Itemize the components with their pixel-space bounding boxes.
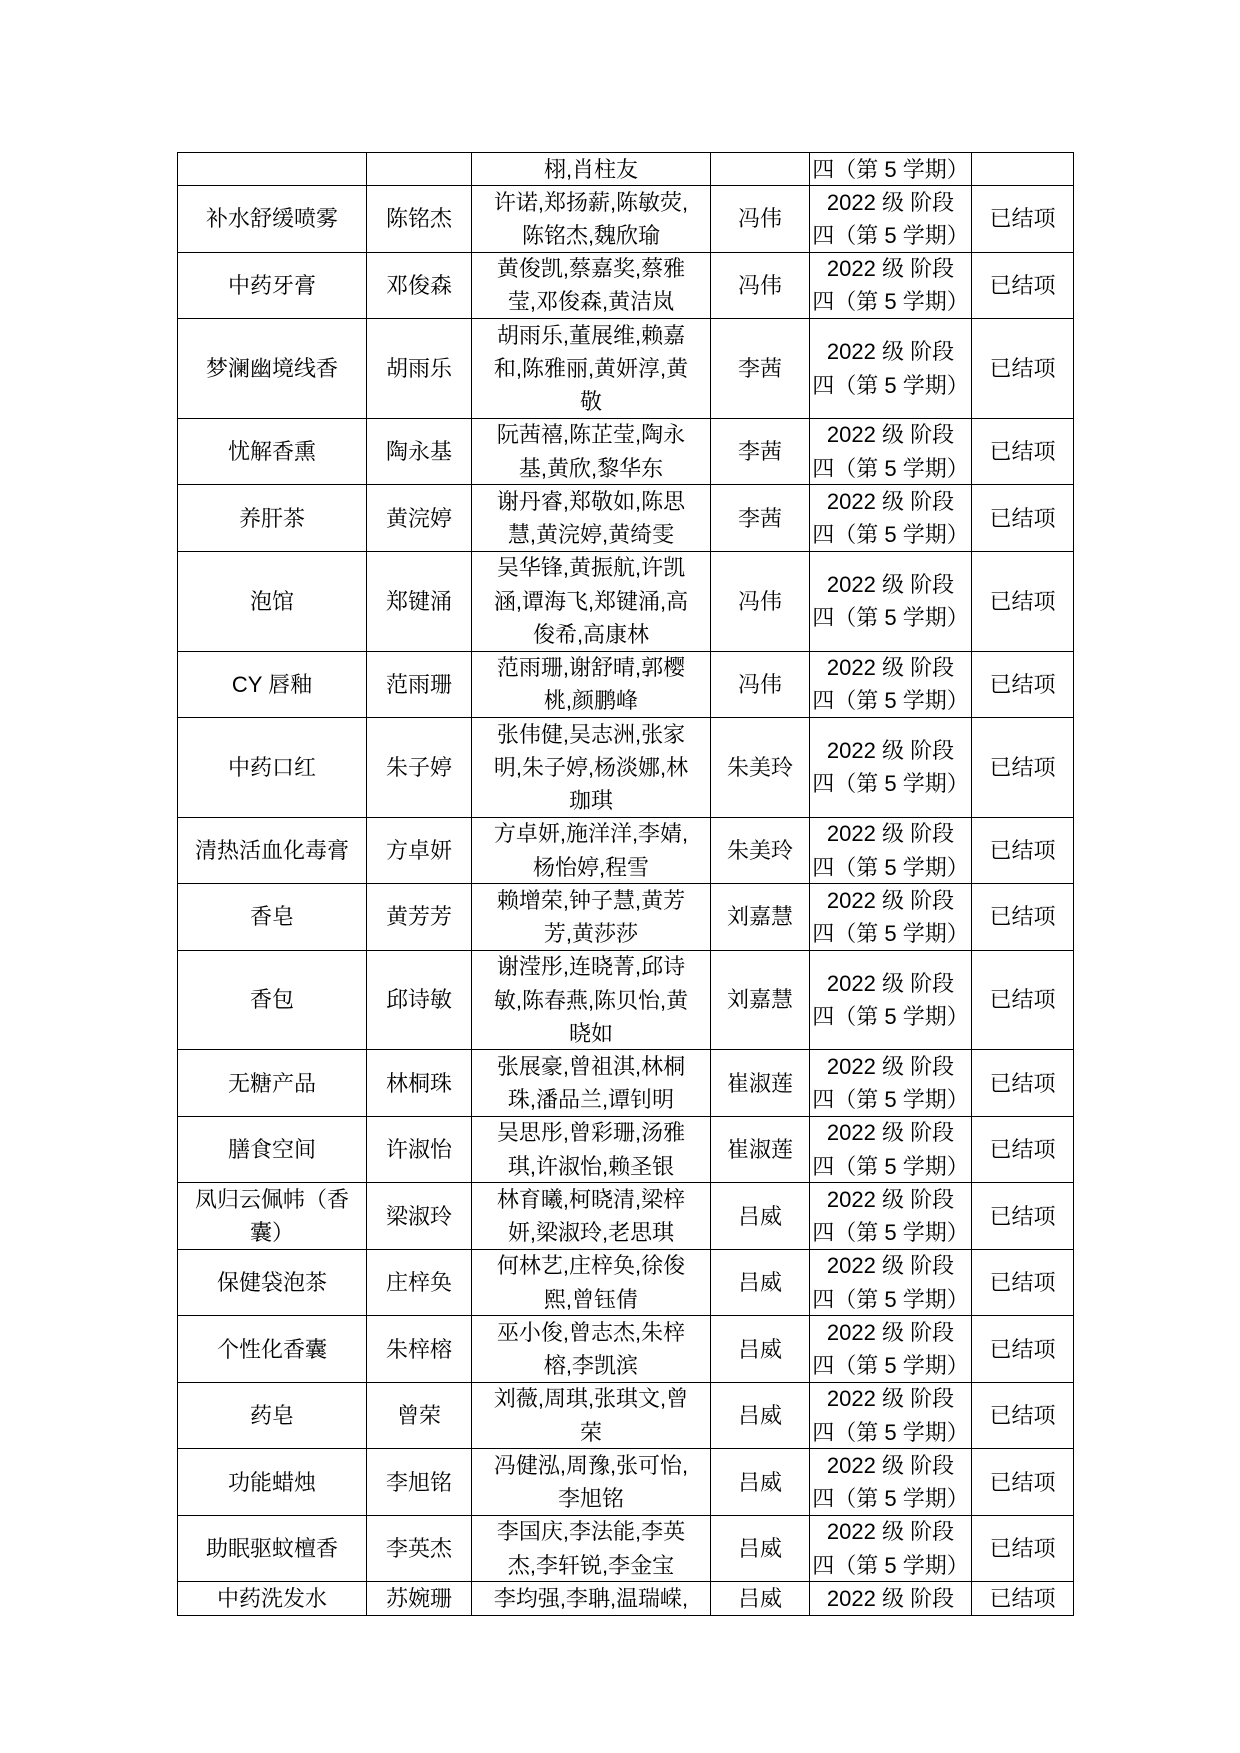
table-row xyxy=(178,652,1074,719)
members-cell: 谢丹睿,郑敬如,陈思 慧,黄浣婷,黄绮雯 xyxy=(472,485,711,552)
status-cell: 已结项 xyxy=(972,1516,1074,1583)
project-table xyxy=(177,152,1074,1616)
leader-cell: 梁淑玲 xyxy=(367,1183,472,1250)
stage-cell: 2022 级 阶段 四（第 5 学期） xyxy=(810,253,972,320)
leader-cell: 李旭铭 xyxy=(367,1449,472,1516)
status-cell: 已结项 xyxy=(972,186,1074,253)
table-row xyxy=(178,153,1074,186)
advisor-cell: 吕威 xyxy=(711,1316,810,1383)
stage-cell: 2022 级 阶段 四（第 5 学期） xyxy=(810,419,972,486)
leader-cell: 林桐珠 xyxy=(367,1050,472,1117)
advisor-cell: 朱美玲 xyxy=(711,818,810,885)
members-cell: 刘薇,周琪,张琪文,曾 荣 xyxy=(472,1383,711,1450)
project-name-cell: 中药洗发水 xyxy=(178,1582,367,1615)
table-row xyxy=(178,1316,1074,1383)
leader-cell xyxy=(367,153,472,186)
status-cell: 已结项 xyxy=(972,253,1074,320)
stage-cell: 2022 级 阶段 四（第 5 学期） xyxy=(810,818,972,885)
members-cell: 阮茜禧,陈芷莹,陶永 基,黄欣,黎华东 xyxy=(472,419,711,486)
advisor-cell: 刘嘉慧 xyxy=(711,884,810,951)
stage-cell: 2022 级 阶段 四（第 5 学期） xyxy=(810,1250,972,1317)
project-name-cell: 中药口红 xyxy=(178,718,367,818)
leader-cell: 许淑怡 xyxy=(367,1117,472,1184)
status-cell: 已结项 xyxy=(972,1383,1074,1450)
advisor-cell: 李茜 xyxy=(711,485,810,552)
leader-cell: 朱子婷 xyxy=(367,718,472,818)
table-row xyxy=(178,485,1074,552)
status-cell: 已结项 xyxy=(972,419,1074,486)
project-name-cell: 香皂 xyxy=(178,884,367,951)
members-cell: 李均强,李聃,温瑞嵘, xyxy=(472,1582,711,1615)
advisor-cell: 冯伟 xyxy=(711,253,810,320)
advisor-cell: 冯伟 xyxy=(711,552,810,652)
project-name-cell: 助眠驱蚊檀香 xyxy=(178,1516,367,1583)
status-cell: 已结项 xyxy=(972,1582,1074,1615)
members-cell: 谢滢彤,连晓菁,邱诗 敏,陈春燕,陈贝怡,黄 晓如 xyxy=(472,951,711,1051)
stage-cell: 2022 级 阶段 四（第 5 学期） xyxy=(810,884,972,951)
stage-cell: 2022 级 阶段 四（第 5 学期） xyxy=(810,552,972,652)
leader-cell: 胡雨乐 xyxy=(367,319,472,419)
status-cell: 已结项 xyxy=(972,818,1074,885)
leader-cell: 曾荣 xyxy=(367,1383,472,1450)
status-cell: 已结项 xyxy=(972,718,1074,818)
leader-cell: 邓俊森 xyxy=(367,253,472,320)
status-cell: 已结项 xyxy=(972,884,1074,951)
stage-cell: 2022 级 阶段 四（第 5 学期） xyxy=(810,1449,972,1516)
leader-cell: 黄芳芳 xyxy=(367,884,472,951)
table-row xyxy=(178,884,1074,951)
leader-cell: 郑键涌 xyxy=(367,552,472,652)
status-cell: 已结项 xyxy=(972,1050,1074,1117)
stage-cell: 2022 级 阶段 四（第 5 学期） xyxy=(810,1516,972,1583)
advisor-cell: 冯伟 xyxy=(711,652,810,719)
members-cell: 吴思彤,曾彩珊,汤雅 琪,许淑怡,赖圣银 xyxy=(472,1117,711,1184)
status-cell: 已结项 xyxy=(972,552,1074,652)
members-cell: 张展豪,曾祖淇,林桐 珠,潘品兰,谭钊明 xyxy=(472,1050,711,1117)
project-name-cell: 个性化香囊 xyxy=(178,1316,367,1383)
project-name-cell: 凤归云佩帏（香 囊） xyxy=(178,1183,367,1250)
leader-cell: 陈铭杰 xyxy=(367,186,472,253)
project-name-cell: 香包 xyxy=(178,951,367,1051)
leader-cell: 李英杰 xyxy=(367,1516,472,1583)
advisor-cell: 朱美玲 xyxy=(711,718,810,818)
table-row xyxy=(178,1383,1074,1450)
status-cell xyxy=(972,153,1074,186)
members-cell: 方卓妍,施洋洋,李婧, 杨怡婷,程雪 xyxy=(472,818,711,885)
table-row xyxy=(178,319,1074,419)
members-cell: 栩,肖柱友 xyxy=(472,153,711,186)
leader-cell: 庄梓奂 xyxy=(367,1250,472,1317)
advisor-cell: 李茜 xyxy=(711,419,810,486)
members-cell: 张伟健,吴志洲,张家 明,朱子婷,杨淡娜,林 珈琪 xyxy=(472,718,711,818)
leader-cell: 范雨珊 xyxy=(367,652,472,719)
stage-cell: 2022 级 阶段 四（第 5 学期） xyxy=(810,485,972,552)
table-row xyxy=(178,419,1074,486)
table-row xyxy=(178,1516,1074,1583)
advisor-cell: 李茜 xyxy=(711,319,810,419)
status-cell: 已结项 xyxy=(972,485,1074,552)
members-cell: 胡雨乐,董展维,赖嘉 和,陈雅丽,黄妍淳,黄 敬 xyxy=(472,319,711,419)
stage-cell: 2022 级 阶段 四（第 5 学期） xyxy=(810,652,972,719)
status-cell: 已结项 xyxy=(972,1117,1074,1184)
project-name-cell: 养肝茶 xyxy=(178,485,367,552)
members-cell: 何林艺,庄梓奂,徐俊 熙,曾钰倩 xyxy=(472,1250,711,1317)
advisor-cell: 崔淑莲 xyxy=(711,1117,810,1184)
advisor-cell: 吕威 xyxy=(711,1516,810,1583)
members-cell: 冯健泓,周豫,张可怡, 李旭铭 xyxy=(472,1449,711,1516)
project-name-cell: 功能蜡烛 xyxy=(178,1449,367,1516)
status-cell: 已结项 xyxy=(972,951,1074,1051)
project-name-cell: 忧解香熏 xyxy=(178,419,367,486)
table-row xyxy=(178,1449,1074,1516)
project-name-cell: 无糖产品 xyxy=(178,1050,367,1117)
table-row xyxy=(178,552,1074,652)
members-cell: 范雨珊,谢舒晴,郭樱 桃,颜鹏峰 xyxy=(472,652,711,719)
stage-cell: 2022 级 阶段 四（第 5 学期） xyxy=(810,718,972,818)
advisor-cell: 吕威 xyxy=(711,1582,810,1615)
table-row xyxy=(178,1050,1074,1117)
project-name-cell: 中药牙膏 xyxy=(178,253,367,320)
project-name-cell: 梦澜幽境线香 xyxy=(178,319,367,419)
members-cell: 巫小俊,曾志杰,朱梓 榕,李凯滨 xyxy=(472,1316,711,1383)
stage-cell: 2022 级 阶段 四（第 5 学期） xyxy=(810,951,972,1051)
status-cell: 已结项 xyxy=(972,1449,1074,1516)
status-cell: 已结项 xyxy=(972,1316,1074,1383)
table-row xyxy=(178,951,1074,1051)
members-cell: 吴华锋,黄振航,许凯 涵,谭海飞,郑键涌,高 俊希,高康林 xyxy=(472,552,711,652)
table-row xyxy=(178,818,1074,885)
table-row xyxy=(178,186,1074,253)
members-cell: 赖增荣,钟子慧,黄芳 芳,黄莎莎 xyxy=(472,884,711,951)
leader-cell: 陶永基 xyxy=(367,419,472,486)
stage-cell: 2022 级 阶段 四（第 5 学期） xyxy=(810,319,972,419)
project-name-cell: 清热活血化毒膏 xyxy=(178,818,367,885)
project-name-cell: 药皂 xyxy=(178,1383,367,1450)
leader-cell: 邱诗敏 xyxy=(367,951,472,1051)
advisor-cell: 吕威 xyxy=(711,1383,810,1450)
members-cell: 林育曦,柯晓清,梁梓 妍,梁淑玲,老思琪 xyxy=(472,1183,711,1250)
leader-cell: 黄浣婷 xyxy=(367,485,472,552)
stage-cell: 四（第 5 学期） xyxy=(810,153,972,186)
members-cell: 黄俊凯,蔡嘉奖,蔡雅 莹,邓俊森,黄洁岚 xyxy=(472,253,711,320)
table-row xyxy=(178,1250,1074,1317)
stage-cell: 2022 级 阶段 四（第 5 学期） xyxy=(810,1117,972,1184)
table-row xyxy=(178,1183,1074,1250)
advisor-cell: 崔淑莲 xyxy=(711,1050,810,1117)
advisor-cell: 吕威 xyxy=(711,1183,810,1250)
table-row xyxy=(178,718,1074,818)
table-row xyxy=(178,1117,1074,1184)
stage-cell: 2022 级 阶段 xyxy=(810,1582,972,1615)
advisor-cell: 冯伟 xyxy=(711,186,810,253)
project-name-cell: CY 唇釉 xyxy=(178,652,367,719)
stage-cell: 2022 级 阶段 四（第 5 学期） xyxy=(810,186,972,253)
advisor-cell xyxy=(711,153,810,186)
advisor-cell: 吕威 xyxy=(711,1250,810,1317)
advisor-cell: 刘嘉慧 xyxy=(711,951,810,1051)
project-name-cell xyxy=(178,153,367,186)
project-name-cell: 补水舒缓喷雾 xyxy=(178,186,367,253)
members-cell: 许诺,郑扬薪,陈敏荧, 陈铭杰,魏欣瑜 xyxy=(472,186,711,253)
status-cell: 已结项 xyxy=(972,1250,1074,1317)
stage-cell: 2022 级 阶段 四（第 5 学期） xyxy=(810,1383,972,1450)
project-name-cell: 膳食空间 xyxy=(178,1117,367,1184)
leader-cell: 方卓妍 xyxy=(367,818,472,885)
stage-cell: 2022 级 阶段 四（第 5 学期） xyxy=(810,1183,972,1250)
stage-cell: 2022 级 阶段 四（第 5 学期） xyxy=(810,1316,972,1383)
status-cell: 已结项 xyxy=(972,652,1074,719)
stage-cell: 2022 级 阶段 四（第 5 学期） xyxy=(810,1050,972,1117)
leader-cell: 朱梓榕 xyxy=(367,1316,472,1383)
advisor-cell: 吕威 xyxy=(711,1449,810,1516)
table-row xyxy=(178,253,1074,320)
project-name-cell: 保健袋泡茶 xyxy=(178,1250,367,1317)
leader-cell: 苏婉珊 xyxy=(367,1582,472,1615)
status-cell: 已结项 xyxy=(972,319,1074,419)
project-name-cell: 泡馆 xyxy=(178,552,367,652)
table-row xyxy=(178,1582,1074,1615)
members-cell: 李国庆,李法能,李英 杰,李轩锐,李金宝 xyxy=(472,1516,711,1583)
status-cell: 已结项 xyxy=(972,1183,1074,1250)
